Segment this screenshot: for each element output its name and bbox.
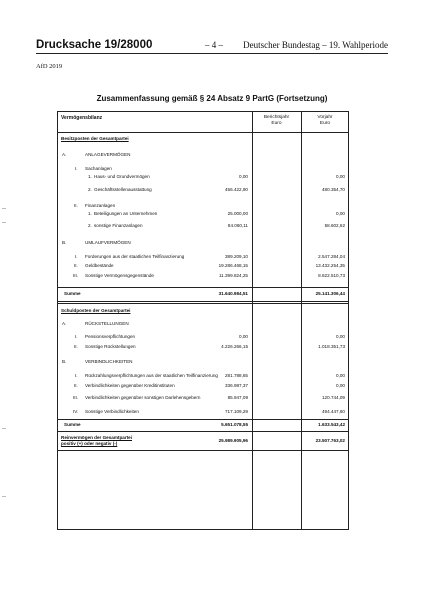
row-roman: II. xyxy=(74,383,78,388)
col-header-current: Berichtsjahr Euro xyxy=(263,115,290,126)
parliament-label: Deutscher Bundestag – 19. Wahlperiode xyxy=(243,40,388,50)
value-prior: 0,00 xyxy=(336,334,345,339)
row-roman: IV. xyxy=(73,409,79,414)
margin-mark xyxy=(2,222,6,223)
row-roman: II. xyxy=(74,203,78,208)
margin-mark xyxy=(2,428,6,429)
row-roman: III. xyxy=(73,273,79,278)
margin-mark xyxy=(2,208,6,209)
page-title: Zusammenfassung gemäß § 24 Absatz 9 PartG (Fortsetzung) xyxy=(96,94,328,103)
net-assets-current: 25.989.905,96 xyxy=(218,438,248,443)
row-label: Verbindlichkeiten gegenüber sonstigen Darlehensgebern xyxy=(85,395,201,400)
value-current: 0,00 xyxy=(239,334,248,339)
row-letter: B. xyxy=(62,240,67,245)
value-current: 19.286.468,15 xyxy=(218,263,248,268)
value-current: 389.209,10 xyxy=(225,254,248,259)
sum-prior: 25.141.306,44 xyxy=(315,291,345,296)
row-label: sonstige Finanzanlagen xyxy=(94,223,143,228)
sum-rule-bottom xyxy=(58,431,348,432)
value-prior: 1.018.351,73 xyxy=(318,344,345,349)
drucksache-prefix: Drucksache 19/ xyxy=(36,39,121,51)
value-prior: 120.744,09 xyxy=(322,395,345,400)
column-divider xyxy=(252,112,253,529)
value-prior: 13.432.254,35 xyxy=(315,263,345,268)
row-label: Rückzahlungsverpflichtungen aus der staatlichen Teilfinanzierung xyxy=(85,373,218,378)
row-label: UMLAUFVERMÖGEN xyxy=(85,240,131,245)
net-assets-label: Reinvermögen der Gesamtpartei xyxy=(61,435,132,440)
row-label: Geschäftsstellenausstattung xyxy=(94,187,152,192)
sum-rule-double xyxy=(58,303,348,304)
row-label: VERBINDLICHKEITEN xyxy=(85,359,133,364)
col-header-label: Vermögensbilanz xyxy=(61,115,103,121)
value-prior: 2.547.284,04 xyxy=(318,254,345,259)
value-current: 456.422,90 xyxy=(225,187,248,192)
row-letter: A. xyxy=(62,321,67,326)
row-roman: III. xyxy=(73,395,79,400)
row-label: Pensionsverpflichtungen xyxy=(85,334,136,339)
row-label: Forderungen aus der staatlichen Teilfinanzierung xyxy=(85,254,185,259)
value-current: 85.947,09 xyxy=(227,395,248,400)
drucksache-number: 28000 xyxy=(120,39,153,51)
value-current: 11.399.824,25 xyxy=(218,273,248,278)
row-label: Sonstige Vermögensgegenstände xyxy=(85,273,154,278)
row-roman: I. xyxy=(75,254,78,259)
col-header-prior: Vorjahr Euro xyxy=(317,115,333,126)
net-assets-rule xyxy=(58,450,348,451)
page-number: – 4 – xyxy=(205,40,223,50)
row-roman: II. xyxy=(74,263,78,268)
row-letter: B. xyxy=(62,359,67,364)
balance-table xyxy=(57,111,349,530)
value-prior: 494.447,60 xyxy=(322,409,345,414)
header-rule-line xyxy=(58,132,348,133)
sum-label: Summe xyxy=(64,422,81,427)
sum-current: 31.640.984,51 xyxy=(218,291,248,296)
net-assets-prior: 23.507.763,02 xyxy=(315,438,345,443)
value-prior: 0,00 xyxy=(336,211,345,216)
assets-section-title: Besitzposten der Gesamtpartei xyxy=(61,136,129,141)
value-current: 4.226.266,15 xyxy=(221,344,248,349)
value-prior: 480.354,70 xyxy=(322,187,345,192)
row-label: Geldbestände xyxy=(85,263,114,268)
row-number: 2. xyxy=(88,187,92,192)
value-current: 281.788,65 xyxy=(225,373,248,378)
row-roman: I. xyxy=(75,166,78,171)
value-prior: 0,00 xyxy=(336,174,345,179)
row-number: 1. xyxy=(88,211,92,216)
sum-rule-bottom xyxy=(58,301,348,302)
column-divider xyxy=(301,112,302,529)
value-prior: 8.622.510,73 xyxy=(318,273,345,278)
value-prior: 0,00 xyxy=(336,383,345,388)
row-roman: II. xyxy=(74,344,78,349)
sum-rule-top xyxy=(58,287,348,288)
value-prior: 0,00 xyxy=(336,373,345,378)
row-label: Haus- und Grundvermögen xyxy=(94,174,150,179)
row-label: Finanzanlagen xyxy=(85,203,116,208)
sum-prior: 1.633.543,42 xyxy=(318,422,345,427)
row-number: 2. xyxy=(88,223,92,228)
row-label: Verbindlichkeiten gegenüber Kreditinstituten xyxy=(85,383,175,388)
sum-label: Summe xyxy=(64,291,81,296)
row-letter: A. xyxy=(62,152,67,157)
value-current: 0,00 xyxy=(239,174,248,179)
value-current: 717.109,29 xyxy=(225,409,248,414)
row-roman: I. xyxy=(75,373,78,378)
row-label: Sonstige Rückstellungen xyxy=(85,344,136,349)
liabilities-section-title: Schuldposten der Gesamtpartei xyxy=(61,308,131,313)
margin-mark xyxy=(2,496,6,497)
drucksache-label xyxy=(36,39,152,51)
row-label: Sachanlagen xyxy=(85,166,112,171)
value-current: 25.000,00 xyxy=(227,211,248,216)
row-label: ANLAGEVERMÖGEN xyxy=(85,152,131,157)
row-number: 1. xyxy=(88,174,92,179)
row-label: Sonstige Verbindlichkeiten xyxy=(85,409,139,414)
value-current: 336.987,37 xyxy=(225,383,248,388)
sum-rule-top xyxy=(58,419,348,420)
value-current: 84.060,11 xyxy=(227,223,248,228)
row-label: RÜCKSTELLUNGEN xyxy=(85,321,129,326)
row-label: Beteiligungen an Unternehmen xyxy=(94,211,158,216)
net-assets-sign-note: positiv (+) oder negativ (-) xyxy=(61,441,118,446)
sum-current: 5.651.078,55 xyxy=(221,422,248,427)
party-reference: AfD 2019 xyxy=(36,63,63,70)
header-rule xyxy=(36,53,388,54)
value-prior: 58.602,62 xyxy=(324,223,345,228)
row-roman: I. xyxy=(75,334,78,339)
